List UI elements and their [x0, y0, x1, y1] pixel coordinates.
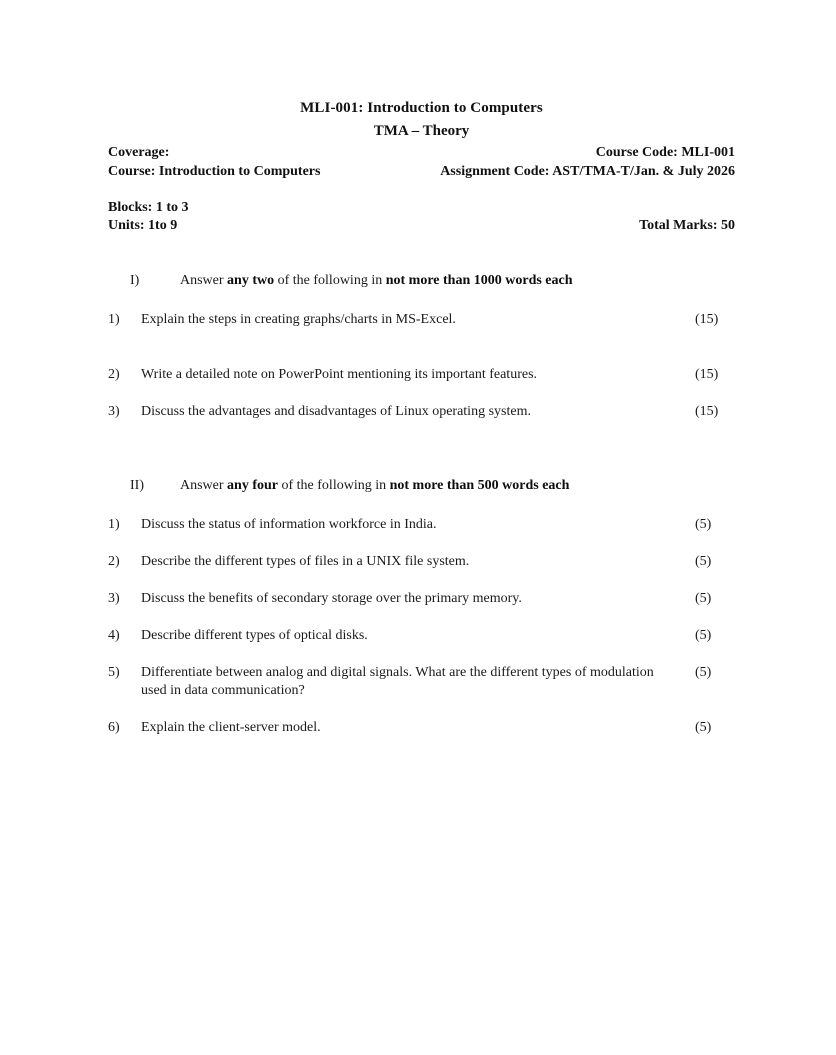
question-row [108, 311, 735, 329]
course-label: Course: Introduction to Computers [108, 164, 321, 179]
blocks-label: Blocks: 1 to 3 [108, 200, 189, 215]
question-number: 2) [108, 367, 120, 382]
document-title: MLI-001: Introduction to Computers [300, 100, 543, 116]
question-row [108, 627, 735, 645]
question-marks: (5) [695, 628, 712, 643]
question-text: Differentiate between analog and digital signals. What are the different types of modulation used in data communication? [141, 665, 654, 698]
section-2-heading [108, 477, 735, 495]
question-row [108, 553, 735, 571]
section-1-instruction: Answer any two of the following in not more than 1000 words each [180, 273, 573, 288]
section-1-heading [108, 272, 735, 290]
question-number: 4) [108, 628, 120, 643]
question-text: Describe different types of optical disks. [141, 628, 368, 643]
section-1-numeral: I) [130, 273, 140, 288]
question-number: 2) [108, 554, 120, 569]
question-number: 1) [108, 517, 120, 532]
question-number: 6) [108, 720, 120, 735]
units-label: Units: 1to 9 [108, 218, 178, 233]
question-marks: (5) [695, 554, 712, 569]
question-text: Write a detailed note on PowerPoint mentioning its important features. [141, 367, 538, 382]
question-text: Discuss the advantages and disadvantages of Linux operating system. [141, 404, 531, 419]
section-2-instruction: Answer any four of the following in not more than 500 words each [180, 478, 570, 493]
header-row-course [108, 162, 735, 181]
question-row [108, 664, 735, 700]
course-code-label: Course Code: MLI-001 [595, 145, 735, 160]
question-row [108, 403, 735, 421]
question-row [108, 590, 735, 608]
total-marks-label: Total Marks: 50 [639, 218, 735, 233]
question-text: Describe the different types of files in a UNIX file system. [141, 554, 470, 569]
question-marks: (5) [695, 720, 712, 735]
question-marks: (5) [695, 591, 712, 606]
header-row-units [108, 217, 735, 235]
document-subtitle: TMA – Theory [373, 123, 470, 139]
header-row-blocks [108, 199, 735, 217]
question-number: 1) [108, 312, 120, 327]
question-marks: (5) [695, 517, 712, 532]
question-number: 3) [108, 404, 120, 419]
question-text: Explain the steps in creating graphs/charts in MS-Excel. [141, 312, 456, 327]
question-row [108, 516, 735, 534]
question-text: Explain the client-server model. [141, 720, 321, 735]
question-text: Discuss the benefits of secondary storage over the primary memory. [141, 591, 522, 606]
question-text: Discuss the status of information workforce in India. [141, 517, 437, 532]
question-row [108, 366, 735, 384]
question-row [108, 719, 735, 737]
coverage-label: Coverage: [108, 145, 170, 160]
question-marks: (5) [695, 665, 712, 680]
question-marks: (15) [695, 404, 719, 419]
assignment-code-label: Assignment Code: AST/TMA-T/Jan. & July 2026 [440, 164, 735, 179]
question-number: 3) [108, 591, 120, 606]
question-marks: (15) [695, 367, 719, 382]
section-2-numeral: II) [130, 478, 144, 493]
header-row-coverage [108, 143, 735, 162]
question-number: 5) [108, 665, 120, 680]
question-marks: (15) [695, 312, 719, 327]
